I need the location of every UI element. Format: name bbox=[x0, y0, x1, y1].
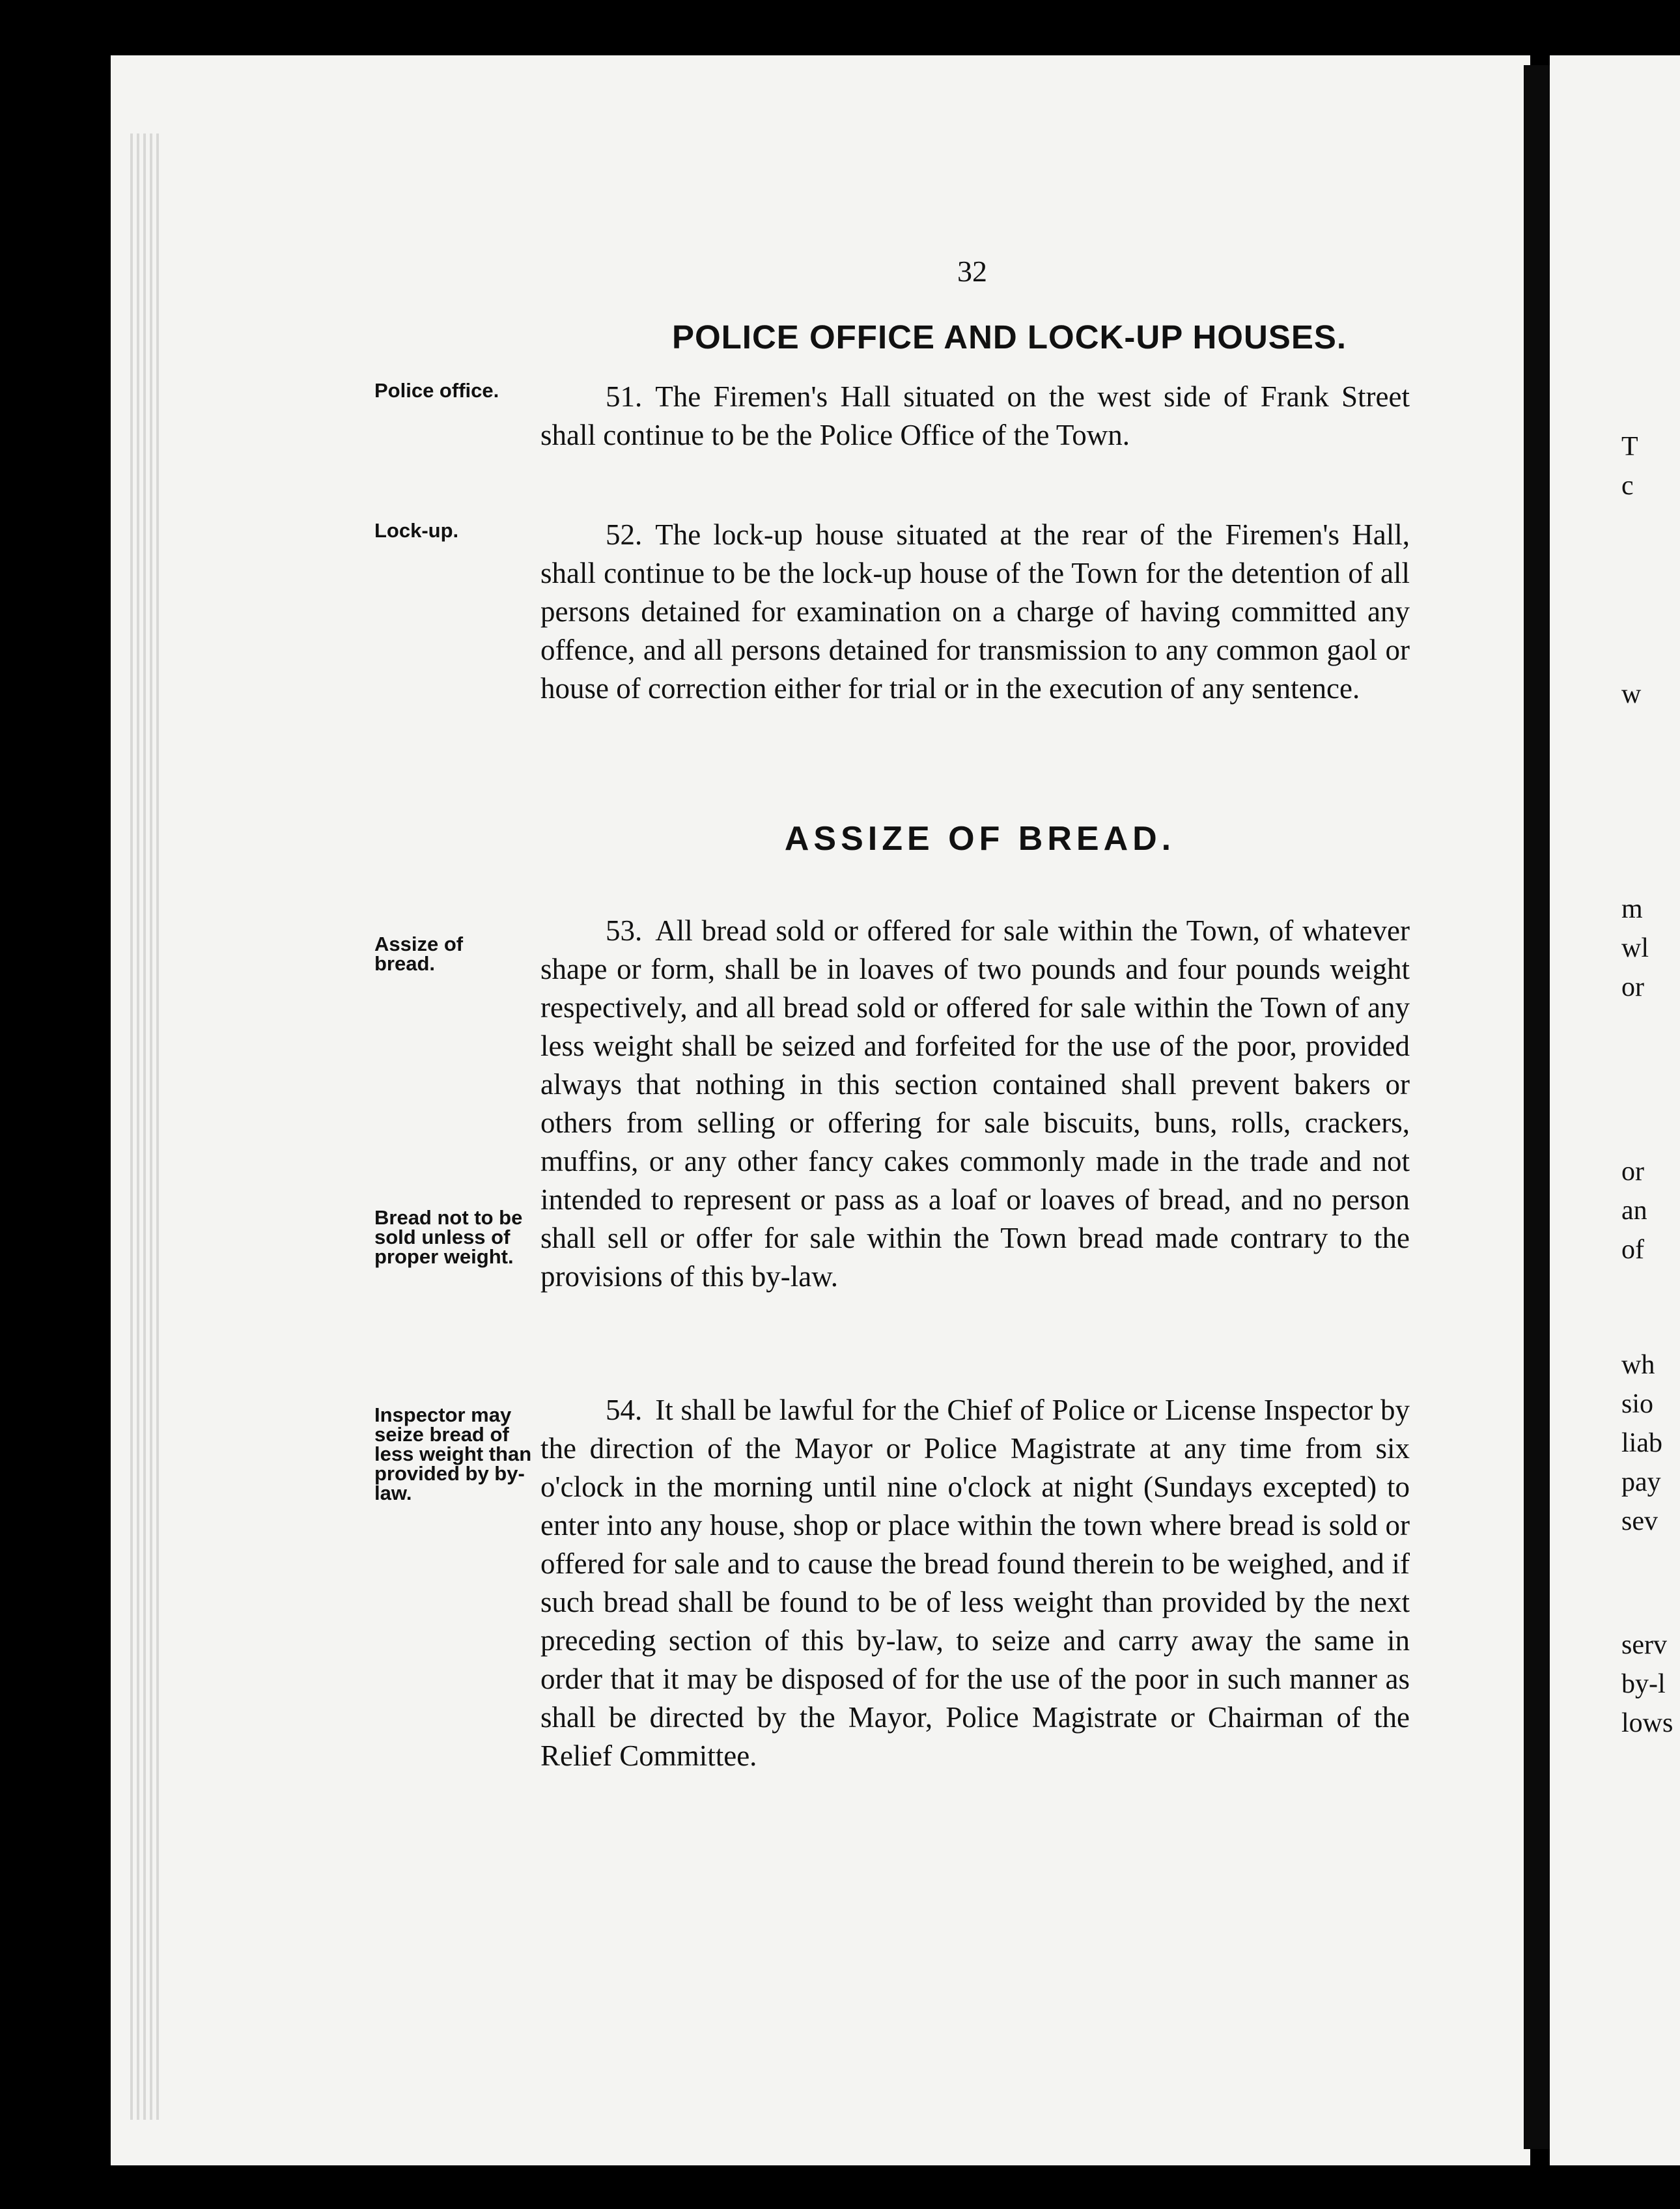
section-number: 53. bbox=[606, 914, 643, 947]
facing-page-text: an bbox=[1621, 1196, 1647, 1226]
facing-page-text: c bbox=[1621, 471, 1634, 501]
margin-note-police-office: Police office. bbox=[374, 379, 499, 402]
page-edge bbox=[130, 134, 133, 2120]
section-text: The lock-up house situated at the rear of the Firemen's Hall, shall continue to be the lock-up house of the Town for the detention of all persons detained for examination on a charge of having committed any offence, and all persons detained for transmission to any common gaol or house of correction either for trial or in the execution of any sentence. bbox=[540, 518, 1410, 705]
facing-page-text: m bbox=[1621, 894, 1643, 924]
facing-page-text: or bbox=[1621, 1157, 1644, 1187]
section-heading-bread: ASSIZE OF BREAD. bbox=[784, 820, 1176, 858]
facing-page-text: serv bbox=[1621, 1630, 1667, 1660]
page-edge bbox=[143, 134, 146, 2120]
margin-note-inspector: Inspector may seize bread of less weight than provided by by-law. bbox=[374, 1403, 532, 1504]
section-text: The Firemen's Hall situated on the west side of Frank Street shall continue to be the Police Office of the Town. bbox=[540, 380, 1410, 451]
section-text: It shall be lawful for the Chief of Police or License Inspector by the direction of the Mayor or Police Magistrate at any time from six o'clock in the morning until nine o'clock at night (Sundays excepted) to enter into any house, shop or place within the town where bread is sold or offered for sale and to cause the bread found therein to be weighed, and if such bread shall be found to be of less weight than provided by the next preceding section of this by-law, to seize and carry away the same in order that it may be disposed of for the use of the poor in such manner as shall be directed by the Mayor, Police Magistrate or Chairman of the Relief Committee. bbox=[540, 1394, 1410, 1772]
page-edge bbox=[150, 134, 152, 2120]
section-heading-police: POLICE OFFICE AND LOCK-UP HOUSES. bbox=[671, 318, 1347, 356]
facing-page-text: wh bbox=[1621, 1350, 1655, 1380]
section-number: 52. bbox=[606, 518, 643, 551]
section-53 bbox=[540, 912, 1410, 1296]
page-edge bbox=[137, 134, 139, 2120]
facing-page-text: w bbox=[1621, 679, 1642, 709]
section-52 bbox=[540, 516, 1410, 708]
facing-page-text: by-l bbox=[1621, 1669, 1666, 1699]
section-54 bbox=[540, 1391, 1410, 1775]
facing-page-text: or bbox=[1621, 972, 1644, 1002]
facing-page-text: of bbox=[1621, 1235, 1644, 1265]
section-number: 54. bbox=[606, 1394, 643, 1426]
margin-note-bread-weight: Bread not to be sold unless of proper weight. bbox=[374, 1206, 523, 1268]
facing-page-text: sev bbox=[1621, 1506, 1658, 1536]
section-text: All bread sold or offered for sale within the Town, of whatever shape or form, shall be in loaves of two pounds and four pounds weight respectively, and all bread sold or offered for sale within the Town of any less weight shall be seized and forfeited for the use of the poor, provided always that nothing in this section contained shall prevent bakers or others from selling or offering for sale biscuits, buns, rolls, crackers, muffins, or any other fancy cakes commonly made in the trade and not intended to represent or pass as a loaf or loaves of bread, and no person shall sell or offer for sale within the Town bread made contrary to the provisions of this by-law. bbox=[540, 914, 1410, 1293]
facing-page-text: liab bbox=[1621, 1428, 1662, 1458]
facing-page-text: sio bbox=[1621, 1389, 1654, 1419]
book-spine bbox=[1524, 65, 1550, 2149]
margin-note-lockup: Lock-up. bbox=[374, 519, 459, 542]
page-edge bbox=[156, 134, 159, 2120]
section-number: 51. bbox=[606, 380, 643, 413]
margin-note-assize: Assize of bread. bbox=[374, 933, 464, 975]
facing-page-text: T bbox=[1621, 432, 1638, 462]
section-51 bbox=[540, 378, 1410, 455]
facing-page-text: pay bbox=[1621, 1467, 1661, 1497]
facing-page-text: wl bbox=[1621, 933, 1649, 963]
facing-page-text: lows bbox=[1621, 1708, 1673, 1738]
page-number: 32 bbox=[957, 255, 987, 288]
facing-page bbox=[1550, 55, 1680, 2165]
